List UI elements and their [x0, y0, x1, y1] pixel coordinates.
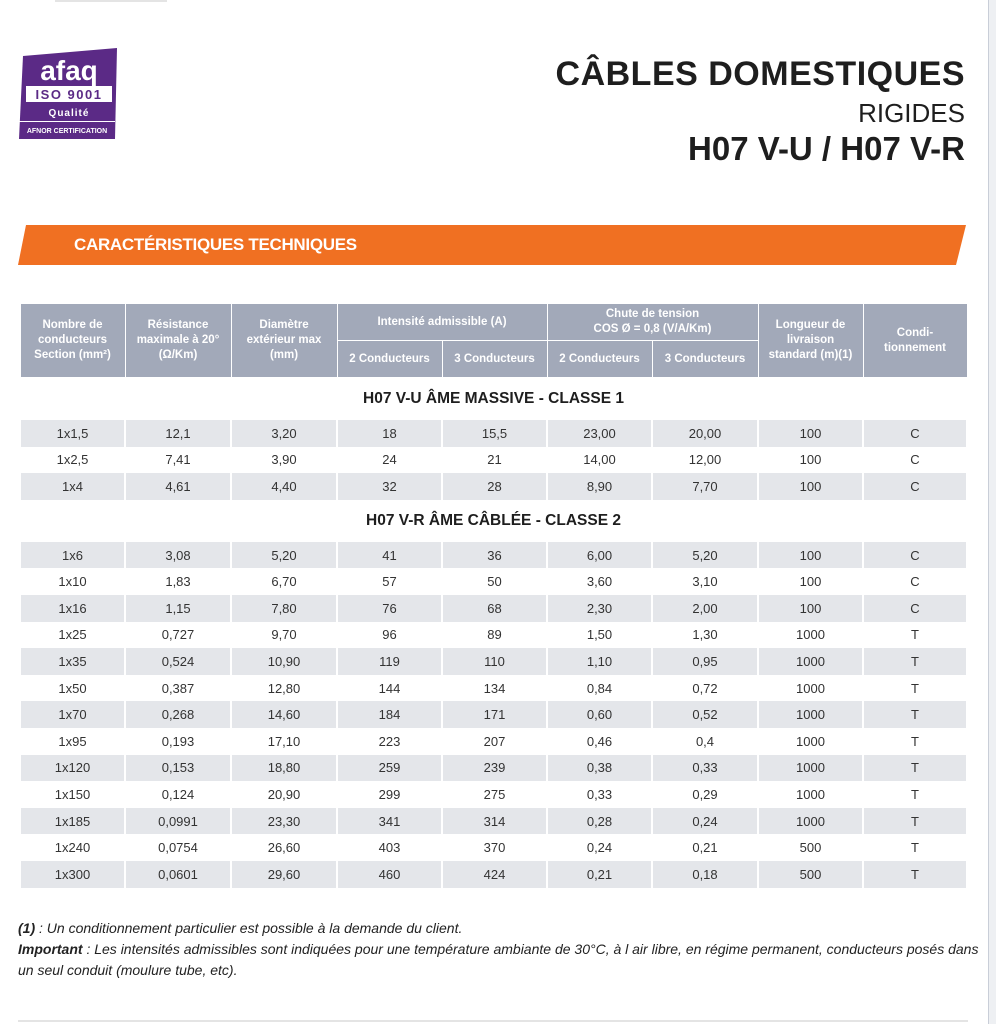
footnote-important-text: : Les intensités admissibles sont indiquées pour une température ambiante de 30°C, à l air libre, en régime permanent, conducteurs posés dans un seul conduit (moulure tube, etc).: [18, 941, 979, 978]
table-cell: 100: [758, 473, 863, 500]
table-cell: 207: [442, 728, 547, 755]
svg-text:ISO 9001: ISO 9001: [35, 87, 103, 102]
table-row: [20, 701, 967, 728]
table-cell: 1000: [758, 755, 863, 782]
table-cell: 1000: [758, 781, 863, 808]
table-cell: 5,20: [231, 542, 337, 569]
table-cell: 9,70: [231, 622, 337, 649]
table-cell: 0,18: [652, 861, 758, 888]
table-cell: 12,80: [231, 675, 337, 702]
table-cell: 14,00: [547, 447, 652, 474]
table-cell: C: [863, 447, 967, 474]
table-cell: 239: [442, 755, 547, 782]
table-cell: 1x95: [20, 728, 125, 755]
page-title: CÂBLES DOMESTIQUES: [555, 55, 965, 93]
table-cell: 0,4: [652, 728, 758, 755]
table-row: [20, 861, 967, 888]
table-cell: 1x50: [20, 675, 125, 702]
table-cell: C: [863, 568, 967, 595]
table-cell: 223: [337, 728, 442, 755]
col-diameter: Diamètre extérieur max (mm): [231, 304, 337, 378]
table-cell: 460: [337, 861, 442, 888]
table-cell: 76: [337, 595, 442, 622]
table-cell: 0,28: [547, 808, 652, 835]
svg-text:afaq: afaq: [40, 55, 98, 86]
col-length: Longueur de livraison standard (m)(1): [758, 304, 863, 378]
table-cell: 341: [337, 808, 442, 835]
table-cell: 184: [337, 701, 442, 728]
table-cell: 6,00: [547, 542, 652, 569]
table-cell: 100: [758, 568, 863, 595]
table-cell: 0,24: [547, 834, 652, 861]
table-cell: 23,00: [547, 420, 652, 447]
table-row: [20, 781, 967, 808]
table-cell: 12,1: [125, 420, 231, 447]
cable-model: H07 V-U / H07 V-R: [688, 130, 965, 167]
table-cell: 1,10: [547, 648, 652, 675]
table-cell: 0,52: [652, 701, 758, 728]
table-cell: 1000: [758, 648, 863, 675]
table-cell: 21: [442, 447, 547, 474]
table-cell: 403: [337, 834, 442, 861]
table-cell: 424: [442, 861, 547, 888]
section-banner: [18, 225, 966, 265]
table-cell: C: [863, 595, 967, 622]
table-cell: 3,20: [231, 420, 337, 447]
page-subtitle: RIGIDES: [858, 98, 965, 128]
table-cell: 28: [442, 473, 547, 500]
table-row: [20, 622, 967, 649]
table-cell: 0,21: [547, 861, 652, 888]
footnote-1-text: : Un conditionnement particulier est possible à la demande du client.: [35, 920, 463, 936]
table-cell: 1x10: [20, 568, 125, 595]
table-cell: 1x120: [20, 755, 125, 782]
table-cell: 500: [758, 834, 863, 861]
table-cell: 1x6: [20, 542, 125, 569]
table-cell: 68: [442, 595, 547, 622]
table-row: [20, 728, 967, 755]
table-cell: 100: [758, 542, 863, 569]
table-cell: T: [863, 781, 967, 808]
table-cell: 0,60: [547, 701, 652, 728]
table-cell: 370: [442, 834, 547, 861]
table-row: [20, 595, 967, 622]
table-cell: 1x2,5: [20, 447, 125, 474]
table-cell: 20,00: [652, 420, 758, 447]
table-row: [20, 808, 967, 835]
table-cell: 7,80: [231, 595, 337, 622]
table-cell: 134: [442, 675, 547, 702]
table-cell: 3,08: [125, 542, 231, 569]
table-cell: 1x35: [20, 648, 125, 675]
table-cell: 96: [337, 622, 442, 649]
table-cell: 20,90: [231, 781, 337, 808]
table-cell: 1x1,5: [20, 420, 125, 447]
svg-text:AFNOR CERTIFICATION: AFNOR CERTIFICATION: [26, 128, 108, 135]
table-cell: T: [863, 808, 967, 835]
table-cell: C: [863, 542, 967, 569]
table-cell: 17,10: [231, 728, 337, 755]
table-cell: 18: [337, 420, 442, 447]
table-cell: 24: [337, 447, 442, 474]
table-cell: 8,90: [547, 473, 652, 500]
table-row: [20, 447, 967, 474]
table-cell: 1x185: [20, 808, 125, 835]
table-cell: T: [863, 701, 967, 728]
footnote-important: [18, 939, 983, 981]
table-row: [20, 675, 967, 702]
col-drop-2: 2 Conducteurs: [547, 341, 652, 378]
bottom-divider: [18, 1020, 968, 1022]
table-cell: 500: [758, 861, 863, 888]
table-cell: 2,30: [547, 595, 652, 622]
table-cell: 0,387: [125, 675, 231, 702]
table-cell: 0,727: [125, 622, 231, 649]
col-intensity: Intensité admissible (A): [337, 304, 547, 341]
table-cell: 0,124: [125, 781, 231, 808]
table-cell: 0,0601: [125, 861, 231, 888]
col-intensity-3: 3 Conducteurs: [442, 341, 547, 378]
voltage-drop-label: Chute de tension: [605, 308, 700, 320]
table-cell: 1x25: [20, 622, 125, 649]
table-cell: 0,29: [652, 781, 758, 808]
table-cell: 110: [442, 648, 547, 675]
footnote-important-label: Important: [18, 941, 83, 957]
table-cell: 1x300: [20, 861, 125, 888]
section-banner-label: CARACTÉRISTIQUES TECHNIQUES: [74, 235, 357, 254]
table-cell: 171: [442, 701, 547, 728]
table-cell: 1,83: [125, 568, 231, 595]
table-cell: 0,24: [652, 808, 758, 835]
group-title-row: [20, 378, 967, 421]
table-cell: 10,90: [231, 648, 337, 675]
table-cell: 119: [337, 648, 442, 675]
col-voltage-drop: [547, 304, 758, 341]
table-cell: 32: [337, 473, 442, 500]
table-cell: 0,72: [652, 675, 758, 702]
table-cell: 1000: [758, 622, 863, 649]
table-cell: T: [863, 755, 967, 782]
table-cell: C: [863, 473, 967, 500]
table-row: [20, 755, 967, 782]
svg-text:Qualité: Qualité: [48, 108, 90, 119]
table-cell: 0,84: [547, 675, 652, 702]
table-cell: 0,33: [547, 781, 652, 808]
table-row: [20, 834, 967, 861]
table-cell: 2,00: [652, 595, 758, 622]
table-cell: 0,193: [125, 728, 231, 755]
table-row: [20, 420, 967, 447]
table-cell: T: [863, 675, 967, 702]
table-cell: 100: [758, 447, 863, 474]
table-cell: 1000: [758, 808, 863, 835]
table-cell: 100: [758, 595, 863, 622]
col-packaging: Condi-tionnement: [863, 304, 967, 378]
table-cell: 1,30: [652, 622, 758, 649]
table-cell: 1000: [758, 701, 863, 728]
table-row: [20, 473, 967, 500]
table-cell: 12,00: [652, 447, 758, 474]
table-cell: 0,33: [652, 755, 758, 782]
table-cell: 275: [442, 781, 547, 808]
table-row: [20, 648, 967, 675]
table-cell: 14,60: [231, 701, 337, 728]
table-cell: 7,70: [652, 473, 758, 500]
table-cell: 1x4: [20, 473, 125, 500]
table-cell: 26,60: [231, 834, 337, 861]
table-cell: 41: [337, 542, 442, 569]
table-cell: 0,46: [547, 728, 652, 755]
table-cell: 15,5: [442, 420, 547, 447]
table-cell: 57: [337, 568, 442, 595]
table-cell: 1,15: [125, 595, 231, 622]
table-cell: 3,10: [652, 568, 758, 595]
group-title-row: [20, 500, 967, 542]
table-cell: C: [863, 420, 967, 447]
page-edge: [988, 0, 996, 1024]
footnote-1: [18, 918, 983, 939]
table-cell: 23,30: [231, 808, 337, 835]
table-cell: 3,60: [547, 568, 652, 595]
table-cell: 299: [337, 781, 442, 808]
afaq-iso-logo: [19, 48, 117, 139]
table-cell: 4,61: [125, 473, 231, 500]
specs-table: [19, 303, 968, 888]
table-cell: 314: [442, 808, 547, 835]
table-cell: 0,38: [547, 755, 652, 782]
table-cell: 0,21: [652, 834, 758, 861]
table-cell: 6,70: [231, 568, 337, 595]
table-row: [20, 542, 967, 569]
group-title: H07 V-R ÂME CÂBLÉE - CLASSE 2: [20, 500, 967, 542]
col-drop-3: 3 Conducteurs: [652, 341, 758, 378]
table-cell: 1x70: [20, 701, 125, 728]
col-resistance: Résistance maximale à 20°(Ω/Km): [125, 304, 231, 378]
table-cell: 0,153: [125, 755, 231, 782]
top-divider: [55, 0, 167, 2]
table-cell: 50: [442, 568, 547, 595]
table-cell: 0,0754: [125, 834, 231, 861]
table-cell: T: [863, 861, 967, 888]
voltage-drop-cos: COS Ø = 0,8 (V/A/Km): [593, 323, 712, 335]
table-cell: T: [863, 622, 967, 649]
group-title: H07 V-U ÂME MASSIVE - CLASSE 1: [20, 378, 967, 421]
table-cell: 1,50: [547, 622, 652, 649]
table-cell: 89: [442, 622, 547, 649]
table-cell: 7,41: [125, 447, 231, 474]
table-cell: 5,20: [652, 542, 758, 569]
table-cell: T: [863, 648, 967, 675]
table-cell: 4,40: [231, 473, 337, 500]
footnotes: [18, 918, 983, 981]
table-cell: T: [863, 728, 967, 755]
table-cell: 0,524: [125, 648, 231, 675]
table-cell: 1x150: [20, 781, 125, 808]
col-section: Nombre de conducteurs Section (mm²): [20, 304, 125, 378]
table-cell: 0,0991: [125, 808, 231, 835]
table-cell: 3,90: [231, 447, 337, 474]
table-cell: 0,268: [125, 701, 231, 728]
table-cell: 144: [337, 675, 442, 702]
table-cell: 0,95: [652, 648, 758, 675]
table-cell: 1000: [758, 675, 863, 702]
footnote-1-label: (1): [18, 920, 36, 936]
col-intensity-2: 2 Conducteurs: [337, 341, 442, 378]
table-cell: 259: [337, 755, 442, 782]
table-cell: 36: [442, 542, 547, 569]
table-cell: 100: [758, 420, 863, 447]
table-cell: 1x16: [20, 595, 125, 622]
table-cell: T: [863, 834, 967, 861]
table-cell: 1x240: [20, 834, 125, 861]
table-cell: 1000: [758, 728, 863, 755]
table-cell: 29,60: [231, 861, 337, 888]
table-row: [20, 568, 967, 595]
table-cell: 18,80: [231, 755, 337, 782]
